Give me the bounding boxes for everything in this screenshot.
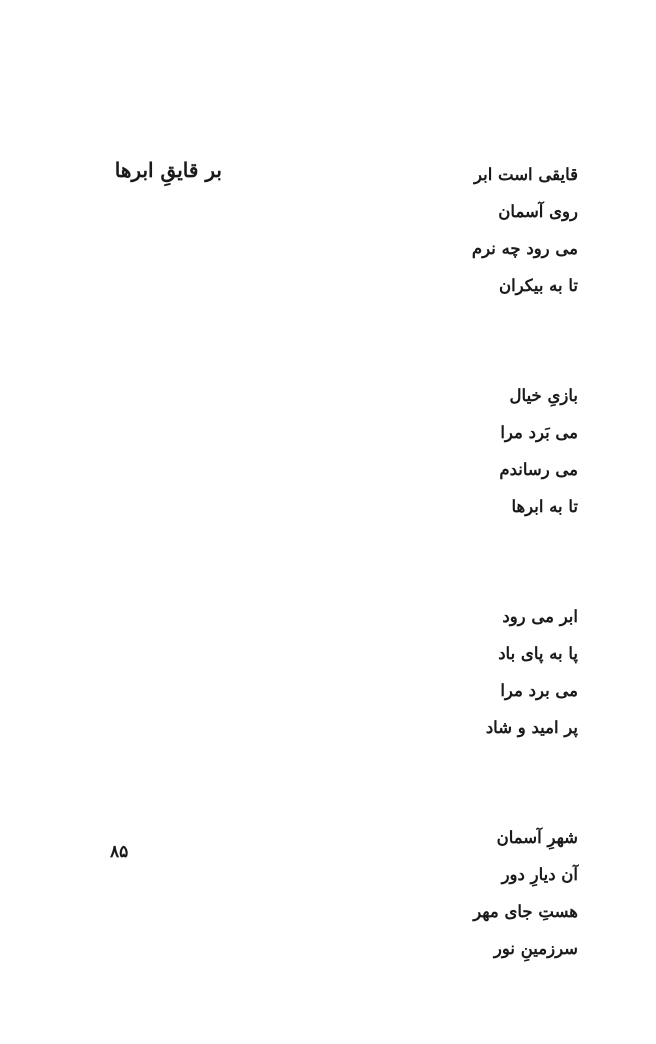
stanza-2 — [338, 381, 578, 529]
poem-line: می رساندم — [499, 460, 578, 479]
poem-title: بر قایقِ ابرها — [114, 158, 222, 182]
poem-line: تا به ابرها — [511, 497, 578, 516]
stanza-3 — [338, 602, 578, 750]
poem-line: می بَرد مرا — [500, 423, 578, 442]
poem-line: می رود چه نرم — [471, 239, 578, 258]
poem-body — [338, 160, 578, 1044]
poem-line: هستِ جای مهر — [473, 902, 578, 921]
stanza-1 — [338, 160, 578, 308]
poem-line: آن دیارِ دور — [501, 865, 578, 884]
poem-line: بازیِ خیال — [509, 386, 578, 405]
page-number: ۸۵ — [110, 842, 129, 862]
poem-line: می برد مرا — [500, 681, 578, 700]
poem-line: روی آسمان — [498, 202, 578, 221]
poem-line: پر امید و شاد — [485, 718, 578, 737]
poem-line: ابر می رود — [502, 607, 578, 626]
poem-line: قایقی است ابر — [474, 165, 578, 184]
stanza-4 — [338, 823, 578, 971]
poem-line: سرزمینِ نور — [493, 939, 578, 958]
poem-line: تا به بیکران — [498, 276, 578, 295]
poem-line: پا به پای باد — [498, 644, 578, 663]
poem-line: شهرِ آسمان — [496, 828, 578, 847]
